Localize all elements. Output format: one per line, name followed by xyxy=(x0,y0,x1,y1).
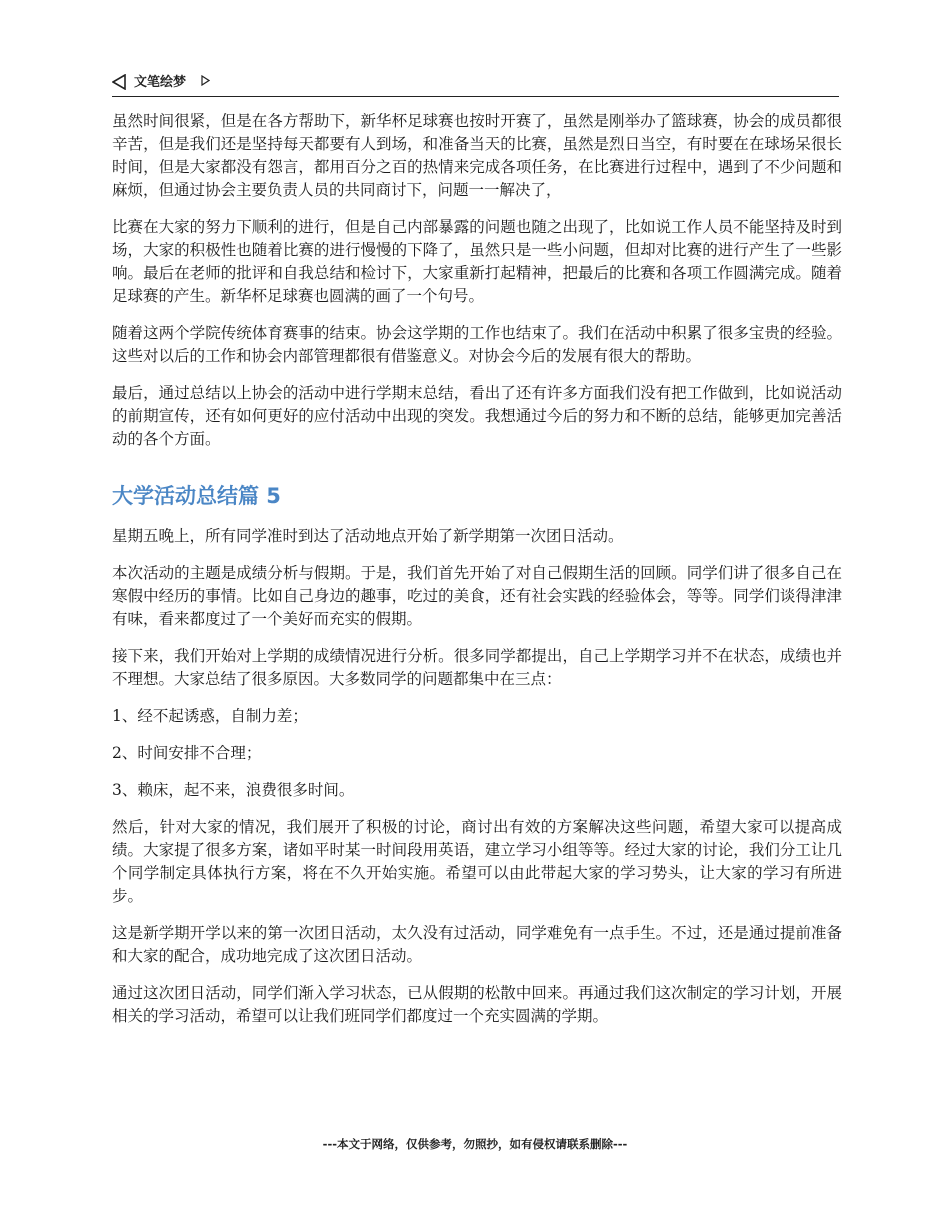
list-item: 2、时间安排不合理； xyxy=(112,744,262,762)
document-body xyxy=(112,110,842,1042)
paragraph: 这是新学期开学以来的第一次团日活动，太久没有过活动，同学难免有一点手生。不过，还是通过提前准备和大家的配合，成功地完成了这次团日活动。 xyxy=(112,924,842,965)
header-title: 文笔绘梦 xyxy=(134,75,187,90)
list-item: 3、赖床，起不来，浪费很多时间。 xyxy=(112,781,355,799)
triangle-right-icon xyxy=(201,75,210,86)
paragraph: 比赛在大家的努力下顺利的进行，但是自己内部暴露的问题也随之出现了，比如说工作人员不能坚持及时到场，大家的积极性也随着比赛的进行慢慢的下降了，虽然只是一些小问题，但却对比赛的进行产生了一些影响。最后在老师的批评和自我总结和检讨下，大家重新打起精神，把最后的比赛和各项工作圆满完成。随着足球赛的产生。新华杯足球赛也圆满的画了一个句号。 xyxy=(112,218,842,305)
paragraph: 接下来，我们开始对上学期的成绩情况进行分析。很多同学都提出，自己上学期学习并不在状态，成绩也并不理想。大家总结了很多原因。大多数同学的问题都集中在三点： xyxy=(112,647,842,688)
page-footer: ---本文于网络，仅供参考，勿照抄，如有侵权请联系删除--- xyxy=(322,1137,628,1151)
section-title: 大学活动总结篇 5 xyxy=(112,484,281,508)
paragraph: 本次活动的主题是成绩分析与假期。于是，我们首先开始了对自己假期生活的回顾。同学们讲了很多自己在寒假中经历的事情。比如自己身边的趣事，吃过的美食，还有社会实践的经验体会，等等。同学们谈得津津有味，看来都度过了一个美好而充实的假期。 xyxy=(112,564,842,628)
page-header xyxy=(112,72,839,97)
paragraph: 星期五晚上，所有同学准时到达了活动地点开始了新学期第一次团日活动。 xyxy=(112,527,624,545)
paragraph: 通过这次团日活动，同学们渐入学习状态，已从假期的松散中回来。再通过我们这次制定的学习计划，开展相关的学习活动，希望可以让我们班同学们都度过一个充实圆满的学期。 xyxy=(112,984,842,1025)
paragraph: 最后，通过总结以上协会的活动中进行学期末总结，看出了还有许多方面我们没有把工作做到，比如说活动的前期宣传，还有如何更好的应付活动中出现的突发。我想通过今后的努力和不断的总结，能够更加完善活动的各个方面。 xyxy=(112,384,842,448)
triangle-left-icon xyxy=(112,74,126,90)
paragraph: 虽然时间很紧，但是在各方帮助下，新华杯足球赛也按时开赛了，虽然是刚举办了篮球赛，协会的成员都很辛苦，但是我们还是坚持每天都要有人到场，和准备当天的比赛，虽然是烈日当空，有时要在在球场呆很长时间，但是大家都没有怨言，都用百分之百的热情来完成各项任务，在比赛进行过程中，遇到了不少问题和麻烦，但通过协会主要负责人员的共同商讨下，问题一一解决了， xyxy=(112,112,842,199)
paragraph: 随着这两个学院传统体育赛事的结束。协会这学期的工作也结束了。我们在活动中积累了很多宝贵的经验。这些对以后的工作和协会内部管理都很有借鉴意义。对协会今后的发展有很大的帮助。 xyxy=(112,324,842,365)
list-item: 1、经不起诱惑，自制力差； xyxy=(112,707,308,725)
paragraph: 然后，针对大家的情况，我们展开了积极的讨论，商讨出有效的方案解决这些问题，希望大家可以提高成绩。大家提了很多方案，诸如平时某一时间段用英语，建立学习小组等等。经过大家的讨论，我们分工让几个同学制定具体执行方案，将在不久开始实施。希望可以由此带起大家的学习势头，让大家的学习有所进步。 xyxy=(112,818,842,905)
